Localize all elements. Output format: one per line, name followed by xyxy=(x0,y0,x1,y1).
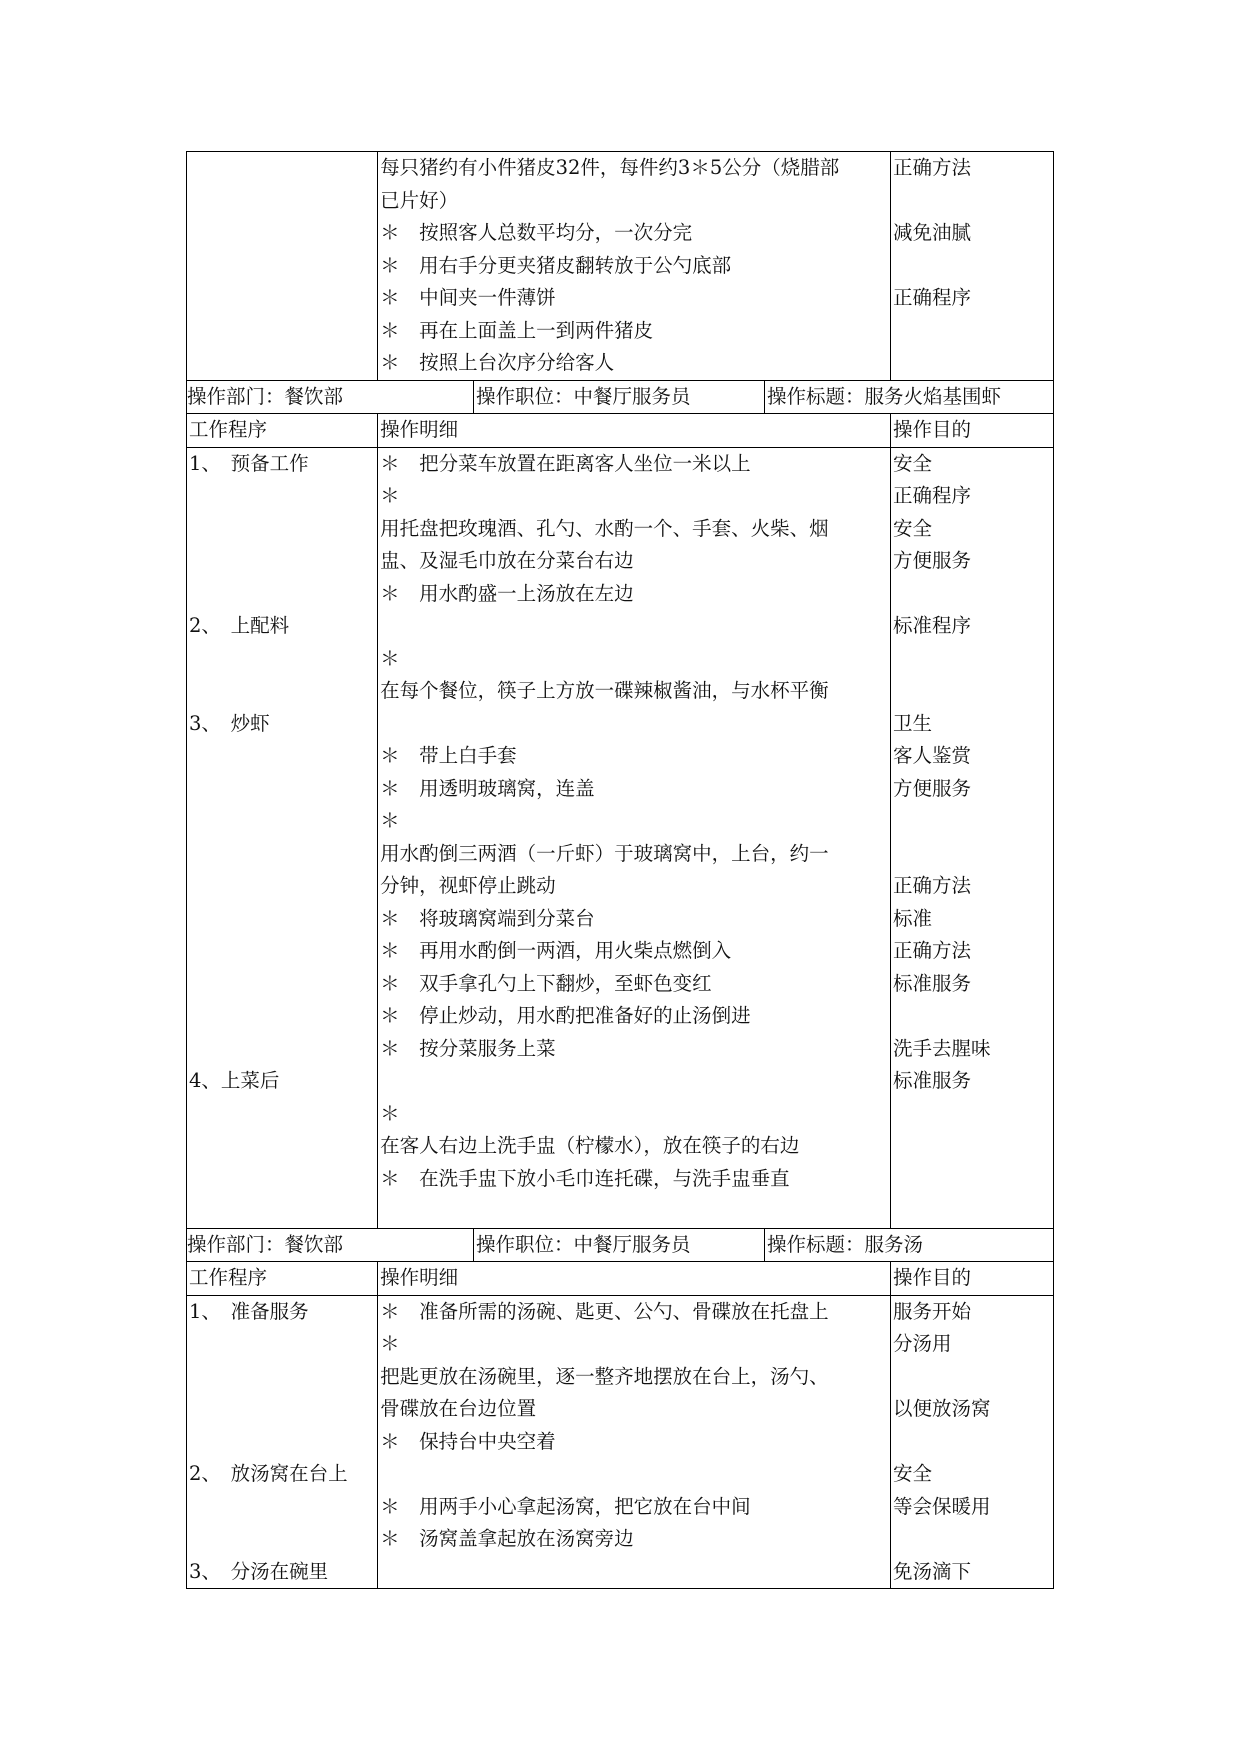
purpose-line xyxy=(893,1098,1053,1131)
procedure-line xyxy=(189,870,377,903)
procedure-line xyxy=(189,1000,377,1033)
section3-header-row xyxy=(187,1262,1054,1296)
detail-line: ＊ 准备所需的汤碗、匙更、公勺、骨碟放在托盘上 xyxy=(380,1299,829,1323)
procedure-line xyxy=(189,1163,377,1196)
purpose-line: 方便服务 xyxy=(893,549,972,572)
purpose-line: 正确方法 xyxy=(893,874,972,897)
procedure-line xyxy=(189,1426,377,1459)
detail-line: ＊ xyxy=(380,646,400,670)
procedure-line: 3、 炒虾 xyxy=(189,711,270,735)
procedure-line: 3、 分汤在碗里 xyxy=(189,1559,329,1583)
detail-line xyxy=(380,1458,890,1491)
purpose-line: 等会保暖用 xyxy=(893,1494,991,1518)
purpose-line xyxy=(893,185,1053,218)
procedure-line xyxy=(189,740,377,773)
purpose-line: 标准服务 xyxy=(893,1069,972,1092)
detail-line: 在每个餐位，筷子上方放一碟辣椒酱油，与水杯平衡 xyxy=(380,679,829,702)
section2-position: 操作职位：中餐厅服务员 xyxy=(473,381,764,414)
detail-line: ＊ 中间夹一件薄饼 xyxy=(380,286,556,309)
procedure-line xyxy=(189,1033,377,1066)
purpose-line xyxy=(893,1523,1053,1556)
detail-line: 骨碟放在台边位置 xyxy=(380,1397,537,1420)
purpose-line: 标准服务 xyxy=(893,971,972,995)
procedure-line xyxy=(189,1098,377,1131)
procedure-line: 1、 准备服务 xyxy=(189,1299,309,1323)
purpose-line xyxy=(893,805,1053,838)
purpose-line: 标准程序 xyxy=(893,614,972,637)
section2-header-procedure: 工作程序 xyxy=(187,414,378,448)
procedure-line xyxy=(189,968,377,1001)
detail-line: ＊ 带上白手套 xyxy=(380,744,517,767)
purpose-line: 以便放汤窝 xyxy=(893,1397,991,1420)
section3-dept: 操作部门：餐饮部 xyxy=(187,1232,344,1256)
section2-body-row xyxy=(187,447,1054,1228)
detail-line: 已片好） xyxy=(380,188,459,212)
detail-line: 在客人右边上洗手盅（柠檬水），放在筷子的右边 xyxy=(380,1134,800,1157)
section1-detail-cell xyxy=(378,152,891,381)
detail-line: ＊ 保持台中央空着 xyxy=(380,1429,556,1453)
procedure-line xyxy=(189,773,377,806)
procedure-line xyxy=(189,545,377,578)
purpose-line xyxy=(893,675,1053,708)
procedure-line: 2、 上配料 xyxy=(189,614,290,637)
detail-line: ＊ 再在上面盖上一到两件猪皮 xyxy=(380,318,654,342)
purpose-line: 安全 xyxy=(893,516,933,540)
section3-header-purpose: 操作目的 xyxy=(891,1262,1054,1296)
procedure-line xyxy=(189,1491,377,1524)
procedure-line xyxy=(189,675,377,708)
procedure-table xyxy=(186,151,1054,1589)
detail-line: ＊ 按分菜服务上菜 xyxy=(380,1036,556,1060)
section2-header-purpose: 操作目的 xyxy=(891,414,1054,448)
purpose-line: 标准 xyxy=(893,906,933,930)
detail-line: 用托盘把玫瑰酒、孔勺、水酌一个、手套、火柴、烟 xyxy=(380,516,829,540)
section2-detail-cell xyxy=(378,447,891,1228)
section1-row xyxy=(187,152,1054,381)
purpose-line xyxy=(893,643,1053,676)
purpose-line xyxy=(893,315,1053,348)
detail-line xyxy=(380,1556,890,1589)
purpose-line xyxy=(893,1163,1053,1196)
detail-line: ＊ xyxy=(380,809,400,832)
section3-body-row xyxy=(187,1295,1054,1589)
procedure-line xyxy=(189,935,377,968)
purpose-line xyxy=(893,1130,1053,1163)
procedure-line xyxy=(189,578,377,611)
purpose-line: 安全 xyxy=(893,451,933,475)
section3-header-procedure: 工作程序 xyxy=(187,1262,378,1296)
section3-header-detail: 操作明细 xyxy=(378,1262,891,1296)
detail-line: ＊ 用两手小心拿起汤窝，把它放在台中间 xyxy=(380,1494,751,1518)
procedure-line xyxy=(189,480,377,513)
detail-line: 把匙更放在汤碗里，逐一整齐地摆放在台上，汤勺、 xyxy=(380,1364,829,1388)
procedure-line xyxy=(189,838,377,871)
section1-procedure-cell xyxy=(187,152,378,381)
purpose-line: 客人鉴赏 xyxy=(893,744,972,767)
purpose-line xyxy=(893,1361,1053,1394)
purpose-line xyxy=(893,1426,1053,1459)
purpose-line: 正确方法 xyxy=(893,939,972,962)
purpose-line: 洗手去腥味 xyxy=(893,1036,991,1060)
purpose-line: 免汤滴下 xyxy=(893,1559,972,1583)
section2-purpose-cell xyxy=(891,447,1054,1228)
procedure-line xyxy=(189,1361,377,1394)
purpose-line xyxy=(893,1000,1053,1033)
procedure-line xyxy=(189,1393,377,1426)
purpose-line xyxy=(893,347,1053,380)
detail-line: ＊ 用水酌盛一上汤放在左边 xyxy=(380,581,634,605)
purpose-line xyxy=(893,578,1053,611)
procedure-line xyxy=(189,643,377,676)
detail-line: ＊ 用右手分更夹猪皮翻转放于公勺底部 xyxy=(380,253,732,277)
section1-purpose-cell xyxy=(891,152,1054,381)
detail-line: ＊ 汤窝盖拿起放在汤窝旁边 xyxy=(380,1527,634,1550)
section2-title: 操作标题：服务火焰基围虾 xyxy=(764,381,1053,414)
detail-line: ＊ 在洗手盅下放小毛巾连托碟，与洗手盅垂直 xyxy=(380,1166,790,1190)
section3-procedure-cell xyxy=(187,1295,378,1589)
detail-line: ＊ xyxy=(380,1101,400,1125)
detail-line xyxy=(380,708,890,741)
detail-line: 分钟，视虾停止跳动 xyxy=(380,874,556,897)
procedure-line xyxy=(189,1328,377,1361)
section2-procedure-cell xyxy=(187,447,378,1228)
section3-detail-cell xyxy=(378,1295,891,1589)
procedure-line xyxy=(189,1523,377,1556)
purpose-line: 卫生 xyxy=(893,711,933,735)
detail-line: ＊ 把分菜车放置在距离客人坐位一米以上 xyxy=(380,451,751,475)
detail-line: ＊ 按照上台次序分给客人 xyxy=(380,351,615,374)
purpose-line xyxy=(893,838,1053,871)
procedure-line: 2、 放汤窝在台上 xyxy=(189,1462,348,1485)
section2-dept: 操作部门：餐饮部 xyxy=(187,384,344,408)
procedure-line xyxy=(189,1195,377,1228)
detail-line: 用水酌倒三两酒（一斤虾）于玻璃窝中，上台，约一 xyxy=(380,841,829,865)
detail-line xyxy=(380,1065,890,1098)
section3-meta-row xyxy=(187,1228,1054,1262)
purpose-line: 服务开始 xyxy=(893,1299,972,1323)
procedure-line xyxy=(189,1130,377,1163)
detail-line: ＊ 停止炒动，用水酌把准备好的止汤倒进 xyxy=(380,1004,751,1027)
section3-title: 操作标题：服务汤 xyxy=(764,1229,1053,1262)
purpose-line: 分汤用 xyxy=(893,1332,952,1355)
section3-purpose-cell xyxy=(891,1295,1054,1589)
procedure-line: 1、 预备工作 xyxy=(189,451,309,475)
detail-line: ＊ 用透明玻璃窝，连盖 xyxy=(380,776,595,800)
detail-line: ＊ xyxy=(380,1332,400,1355)
section2-meta-row xyxy=(187,380,1054,414)
detail-line xyxy=(380,610,890,643)
detail-line: ＊ 双手拿孔勺上下翻炒，至虾色变红 xyxy=(380,971,712,995)
detail-line: ＊ 再用水酌倒一两酒，用火柴点燃倒入 xyxy=(380,939,732,962)
purpose-line: 正确程序 xyxy=(893,484,972,507)
procedure-line xyxy=(189,513,377,546)
purpose-line: 安全 xyxy=(893,1462,933,1485)
purpose-line: 减免油腻 xyxy=(893,221,972,244)
detail-line: 每只猪约有小件猪皮32件，每件约3＊5公分（烧腊部 xyxy=(380,156,840,179)
section3-position: 操作职位：中餐厅服务员 xyxy=(473,1229,764,1262)
section2-header-detail: 操作明细 xyxy=(378,414,891,448)
purpose-line: 方便服务 xyxy=(893,776,972,800)
purpose-line: 正确程序 xyxy=(893,286,972,309)
detail-line: ＊ 将玻璃窝端到分菜台 xyxy=(380,906,595,930)
purpose-line: 正确方法 xyxy=(893,156,972,179)
detail-line: ＊ xyxy=(380,484,400,507)
detail-line: ＊ 按照客人总数平均分，一次分完 xyxy=(380,221,693,244)
detail-line: 盅、及湿毛巾放在分菜台右边 xyxy=(380,549,634,572)
procedure-line: 4、上菜后 xyxy=(189,1069,280,1092)
procedure-line xyxy=(189,903,377,936)
purpose-line xyxy=(893,250,1053,283)
section2-header-row xyxy=(187,414,1054,448)
procedure-line xyxy=(189,805,377,838)
